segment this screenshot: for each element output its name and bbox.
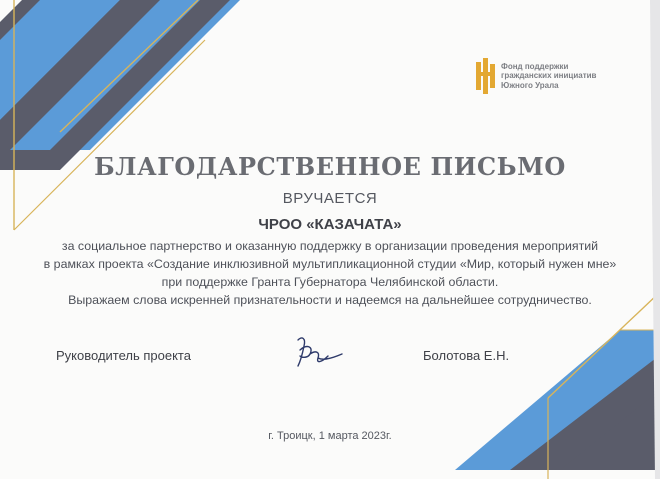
recipient-name: ЧРОО «КАЗАЧАТА» [258,216,402,233]
signer-role: Руководитель проекта [56,348,191,363]
foundation-logo-text [501,62,596,91]
signer-name: Болотова Е.Н. [423,348,510,363]
bottom-right-decoration [455,292,660,479]
handwritten-signature [288,332,348,372]
letter-body [0,237,660,309]
body-line-1: за социальное партнерство и оказанную поддержку в организации проведения мероприятий [61,239,599,253]
logo-line-2: гражданских инициатив [501,71,597,81]
body-line-3: при поддержке Гранта Губернатора Челябинской области. [161,275,499,289]
letter-title: БЛАГОДАРСТВЕННОЕ ПИСЬМО [94,152,566,181]
body-line-2: в рамках проекта «Создание инклюзивной мультипликационной студии «Мир, который нужен мне» [43,257,617,271]
foundation-logo [474,58,596,94]
foundation-logo-icon [474,58,496,94]
awarded-label: ВРУЧАЕТСЯ [282,190,378,207]
logo-line-1: Фонд поддержки [501,61,569,71]
logo-line-3: Южного Урала [501,80,559,90]
body-line-4: Выражаем слова искренней признательности и надеемся на дальнейшее сотрудничество. [68,293,592,307]
place-and-date: г. Троицк, 1 марта 2023г. [268,430,392,442]
